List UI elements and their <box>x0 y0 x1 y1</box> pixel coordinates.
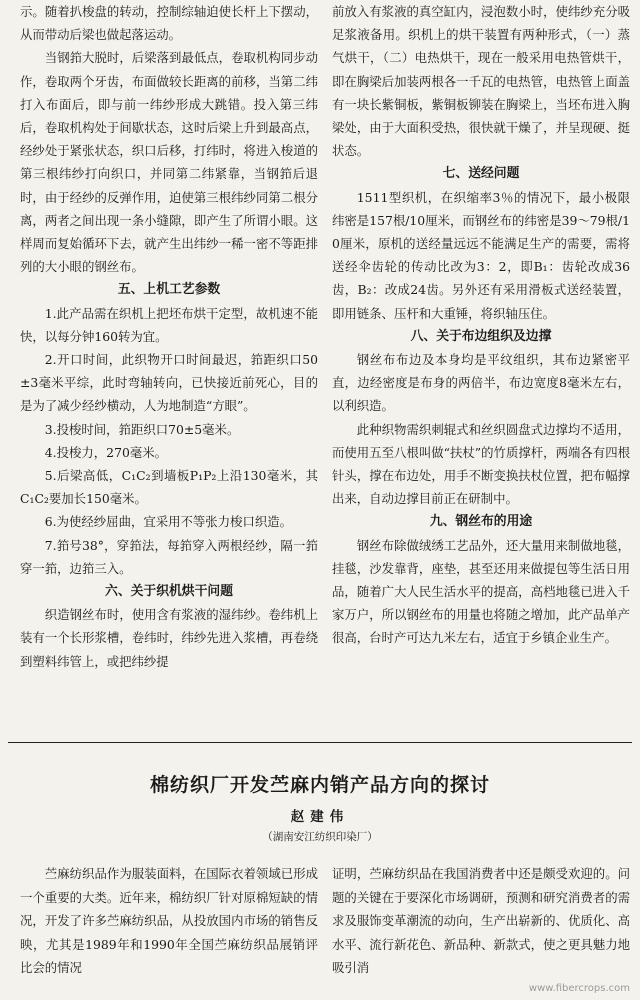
paragraph: 6.为使经纱屈曲，宜采用不等张力梭口织造。 <box>44 514 293 530</box>
section-divider <box>8 742 632 743</box>
paragraph: 钢丝布除做绒绣工艺品外，还大量用来制做地毯，挂毯，沙发靠背，座垫，甚至还用来做提包等生活日用品，随着广大人民生活水平的提高，高档地毯已进入千家万户，所以钢丝布的用量也将随之增加，此产品单产很高，台时产可达九米左右，适宜于乡镇企业生产。 <box>332 537 630 646</box>
article-paragraph: 证明，苎麻纺织品在我国消费者中还是颇受欢迎的。问题的关键在于要深化市场调研，预测和研究消费者的需求及服饰变革潮流的动向，生产出崭新的、优质化、高水平、流行新花色、新品种、新款式，使之更具魅力地吸引消 <box>332 866 630 975</box>
article-title: 棉纺织厂开发苎麻内销产品方向的探讨 <box>149 774 490 796</box>
paragraph: 织造钢丝布时，使用含有浆液的湿纬纱。卷纬机上装有一个长形浆槽，卷纬时，纬纱先进入浆槽，再卷绕到塑料纬管上，或把纬纱提 <box>20 607 318 669</box>
article-right-column <box>332 862 630 980</box>
paragraph: 7.筘号38°，穿筘法，每筘穿入两根经纱，隔一筘穿一筘，边筘三入。 <box>20 537 318 576</box>
paragraph: 前放入有浆液的真空缸内，浸泡数小时，使纬纱充分吸足浆液备用。织机上的烘干装置有两种形式，（一）蒸气烘干，（二）电热烘干，现在一般采用电热管烘干，即在胸梁后加装两根各一千瓦的电热管，电热管上面盖有一块长紫铜板，紫铜板铆装在胸梁上，当坯布进入胸梁处，由于大面积受热，很快就干燥了，并呈现硬、挺状态。 <box>332 4 630 159</box>
article-left-column <box>20 862 318 980</box>
paragraph: 5.后梁高低，C₁C₂到墙板P₁P₂上沿130毫米，其C₁C₂要加长150毫米。 <box>20 468 318 507</box>
section-heading: 九、钢丝布的用途 <box>429 514 533 530</box>
watermark: www.fibercrops.com <box>528 983 630 994</box>
paragraph: 1511型织机，在织缩率3％的情况下，最小极限纬密是157根/10厘米，而钢丝布的纬密是39～79根/10厘米，原机的送经量远远不能满足生产的需要，需将送经伞齿轮的传动比改为3：2，即B₁：齿轮改成36齿，B₂：改成24齿。另外还有采用滑板式送经装置，即用链条、压杆和大重锤，将织轴压住。 <box>332 189 630 321</box>
paragraph: 此种织物需织刺辊式和丝织圆盘式边撑均不适用，而使用五至八根叫做“扶杖”的竹质撑杆，两端各有四根针头，撑在布边处，用手不断变换扶杖位置，把布幅撑出来，自动边撑目前正在研制中。 <box>332 421 630 507</box>
section-heading: 六、关于织机烘干问题 <box>105 584 233 600</box>
section-heading: 八、关于布边组织及边撑 <box>410 328 552 344</box>
article-paragraph: 苎麻纺织品作为服装面料，在国际衣着领域已形成一个重要的大类。近年来，棉纺织厂针对原棉短缺的情况，开发了许多苎麻纺织品，从投放国内市场的销售反映，尤其是1989年和1990年全国苎麻纺织品展销评比会的情况 <box>20 866 318 975</box>
section-heading: 五、上机工艺参数 <box>117 282 221 298</box>
paragraph: 示。随着扒梭盘的转动，控制综轴迫使长杆上下摆动，从而带动后梁也做起落运动。 <box>20 4 318 43</box>
paragraph: 3.投梭时间，筘距织口70±5毫米。 <box>44 421 240 437</box>
article-author: 赵建伟 <box>290 809 350 825</box>
left-text-column <box>20 0 318 673</box>
paragraph: 2.开口时间，此织物开口时间最迟，筘距织口50±3毫米平综，此时弯轴转向，已快接近前死心，目的是为了减少经纱横动，人为地制造“方眼”。 <box>20 352 318 414</box>
section-heading: 七、送经问题 <box>442 166 520 182</box>
paragraph: 钢丝布布边及本身均是平纹组织，其布边紧密平直，边经密度是布身的两倍半，布边宽度8毫米左右，以利织造。 <box>332 352 630 414</box>
right-text-column <box>332 0 630 650</box>
paragraph: 当钢筘大脱时，后梁落到最低点，卷取机构同步动作，卷取两个牙齿，布面做较长距离的前移，当第二纬打入布面后，即与前一纬纱形成大跳错。投入第三纬后，卷取机构处于间歇状态，这时后梁上升到最高点，经纱处于紧张状态，织口后移，打纬时，将进入梭道的第三根纬纱打向织口，并同第二纬紧靠，当钢筘后退时，由于经纱的反弹作用，迫使第三根纬纱同第二根分离，两者之间出现一条小缝隙，即产生了所谓小眼。这样周而复始循环下去，就产生出纬纱一稀一密不等距排列的大小眼的钢丝布。 <box>20 50 318 275</box>
article-affiliation: （湖南安江纺织印染厂） <box>262 831 378 843</box>
paragraph: 1.此产品需在织机上把坯布烘干定型，故机速不能快，以每分钟160转为宜。 <box>20 305 318 344</box>
paragraph: 4.投梭力，270毫米。 <box>44 444 168 460</box>
